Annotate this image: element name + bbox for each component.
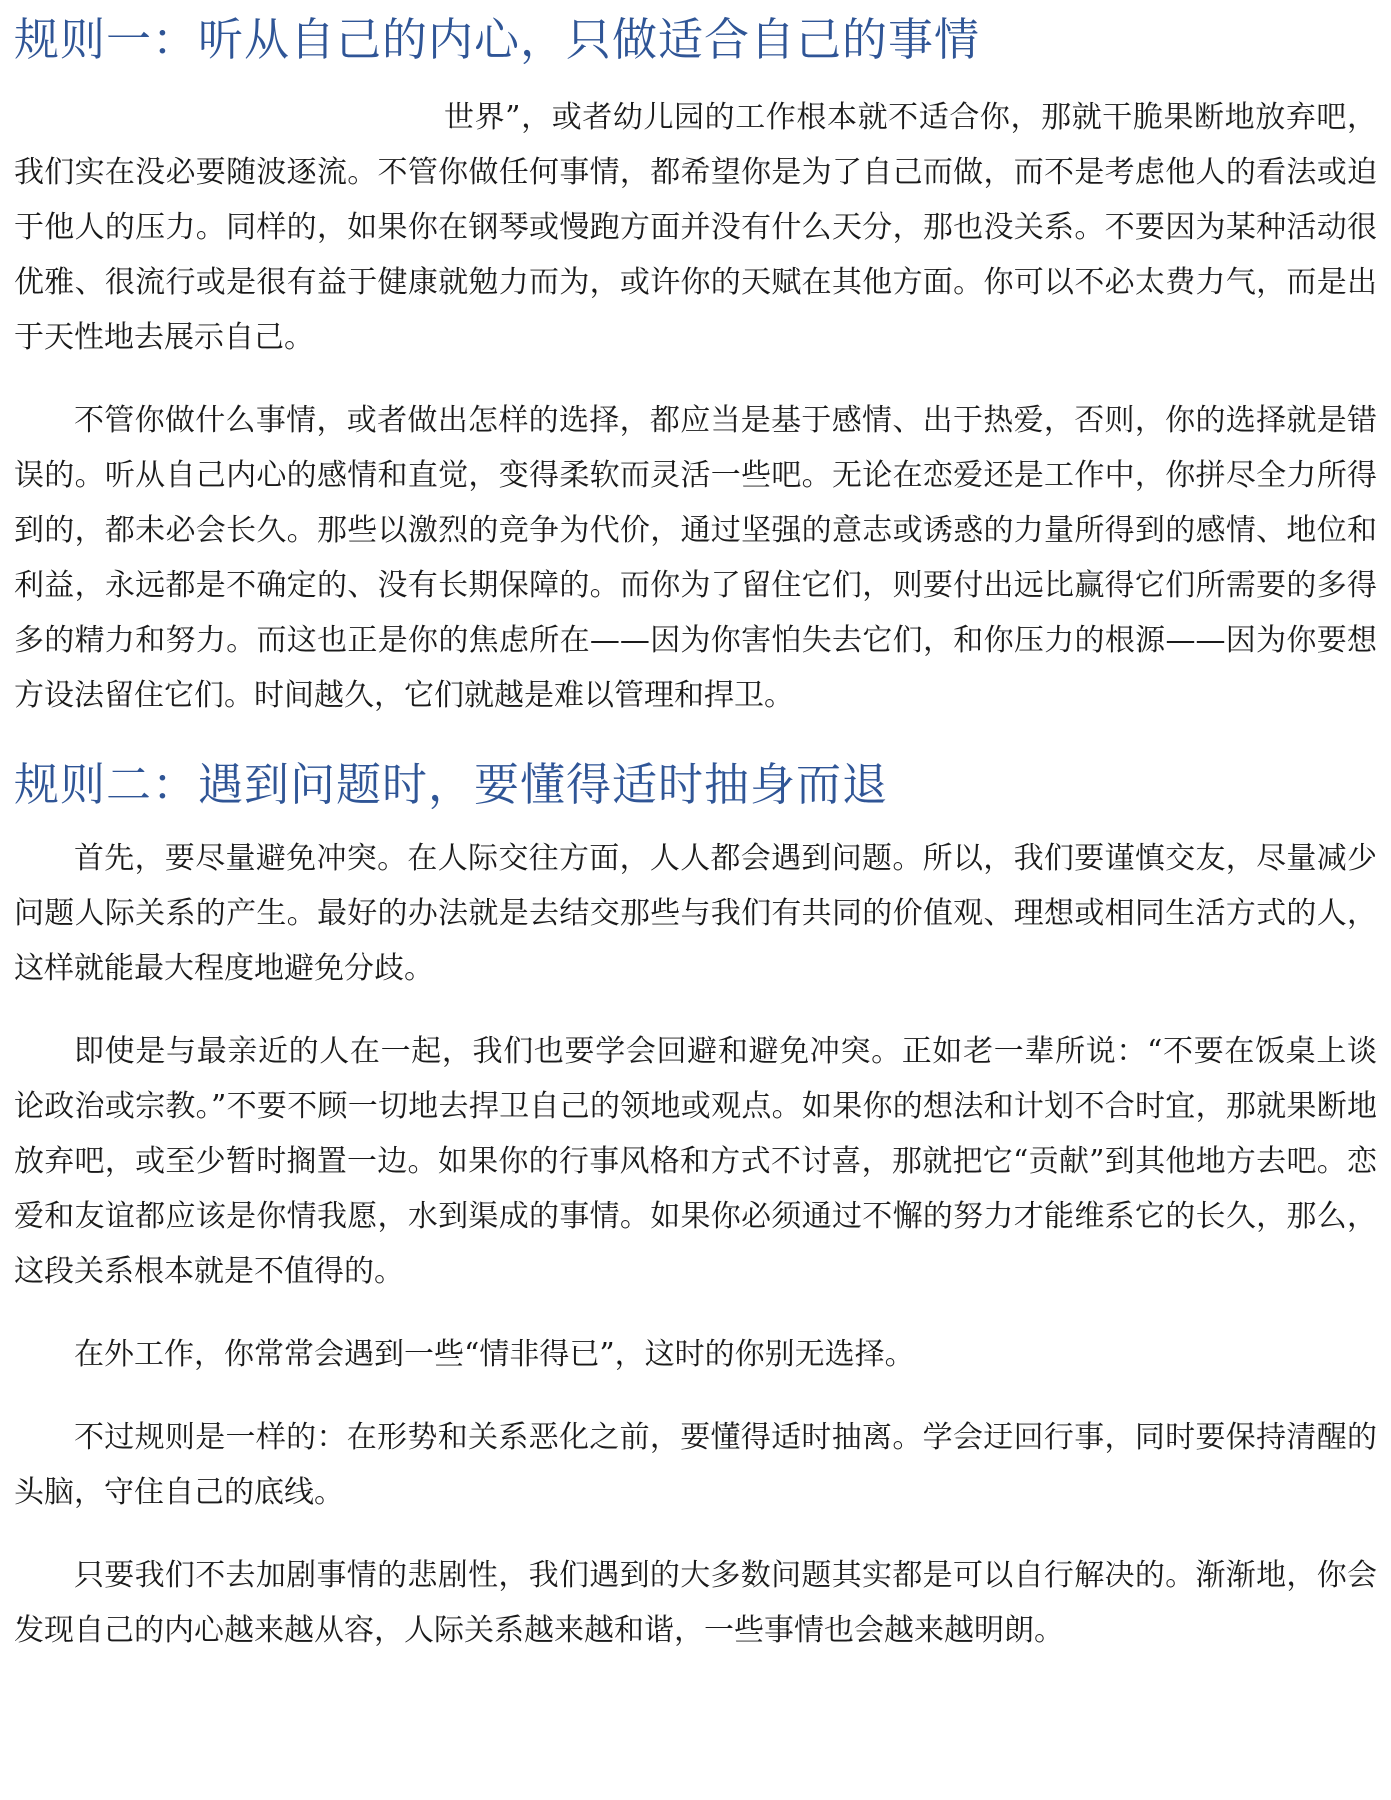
section-heading-rule-1: 规则一：听从自己的内心，只做适合自己的事情 bbox=[14, 13, 981, 66]
paragraph: 首先，要尽量避免冲突。在人际交往方面，人人都会遇到问题。所以，我们要谨慎交友，尽量减少问题人际关系的产生。最好的办法就是去结交那些与我们有共同的价值观、理想或相同生活方式的人，这样就能最大程度地避免分歧。 bbox=[14, 841, 1377, 986]
paragraph: 世界”，或者幼儿园的工作根本就不适合你，那就干脆果断地放弃吧，我们实在没必要随波逐流。不管你做任何事情，都希望你是为了自己而做，而不是考虑他人的看法或迫于他人的压力。同样的，如果你在钢琴或慢跑方面并没有什么天分，那也没关系。不要因为某种活动很优雅、很流行或是很有益于健康就勉力而为，或许你的天赋在其他方面。你可以不必太费力气，而是出于天性地去展示自己。 bbox=[14, 100, 1377, 355]
paragraph: 不过规则是一样的：在形势和关系恶化之前，要懂得适时抽离。学会迂回行事，同时要保持清醒的头脑，守住自己的底线。 bbox=[14, 1420, 1377, 1510]
paragraph: 只要我们不去加剧事情的悲剧性，我们遇到的大多数问题其实都是可以自行解决的。渐渐地，你会发现自己的内心越来越从容，人际关系越来越和谐，一些事情也会越来越明朗。 bbox=[14, 1558, 1377, 1648]
paragraph: 不管你做什么事情，或者做出怎样的选择，都应当是基于感情、出于热爱，否则，你的选择就是错误的。听从自己内心的感情和直觉，变得柔软而灵活一些吧。无论在恋爱还是工作中，你拼尽全力所得到的，都未必会长久。那些以激烈的竞争为代价，通过坚强的意志或诱惑的力量所得到的感情、地位和利益，永远都是不确定的、没有长期保障的。而你为了留住它们，则要付出远比赢得它们所需要的多得多的精力和努力。而这也正是你的焦虑所在——因为你害怕失去它们，和你压力的根源——因为你要想方设法留住它们。时间越久，它们就越是难以管理和捍卫。 bbox=[14, 403, 1377, 713]
paragraph: 即使是与最亲近的人在一起，我们也要学会回避和避免冲突。正如老一辈所说：“不要在饭桌上谈论政治或宗教。”不要不顾一切地去捍卫自己的领地或观点。如果你的想法和计划不合时宜，那就果断地放弃吧，或至少暂时搁置一边。如果你的行事风格和方式不讨喜，那就把它“贡献”到其他地方去吧。恋爱和友谊都应该是你情我愿，水到渠成的事情。如果你必须通过不懈的努力才能维系它的长久，那么，这段关系根本就是不值得的。 bbox=[14, 1034, 1377, 1289]
paragraph: 在外工作，你常常会遇到一些“情非得已”，这时的你别无选择。 bbox=[74, 1337, 915, 1372]
section-heading-rule-2: 规则二：遇到问题时，要懂得适时抽身而退 bbox=[14, 758, 889, 811]
